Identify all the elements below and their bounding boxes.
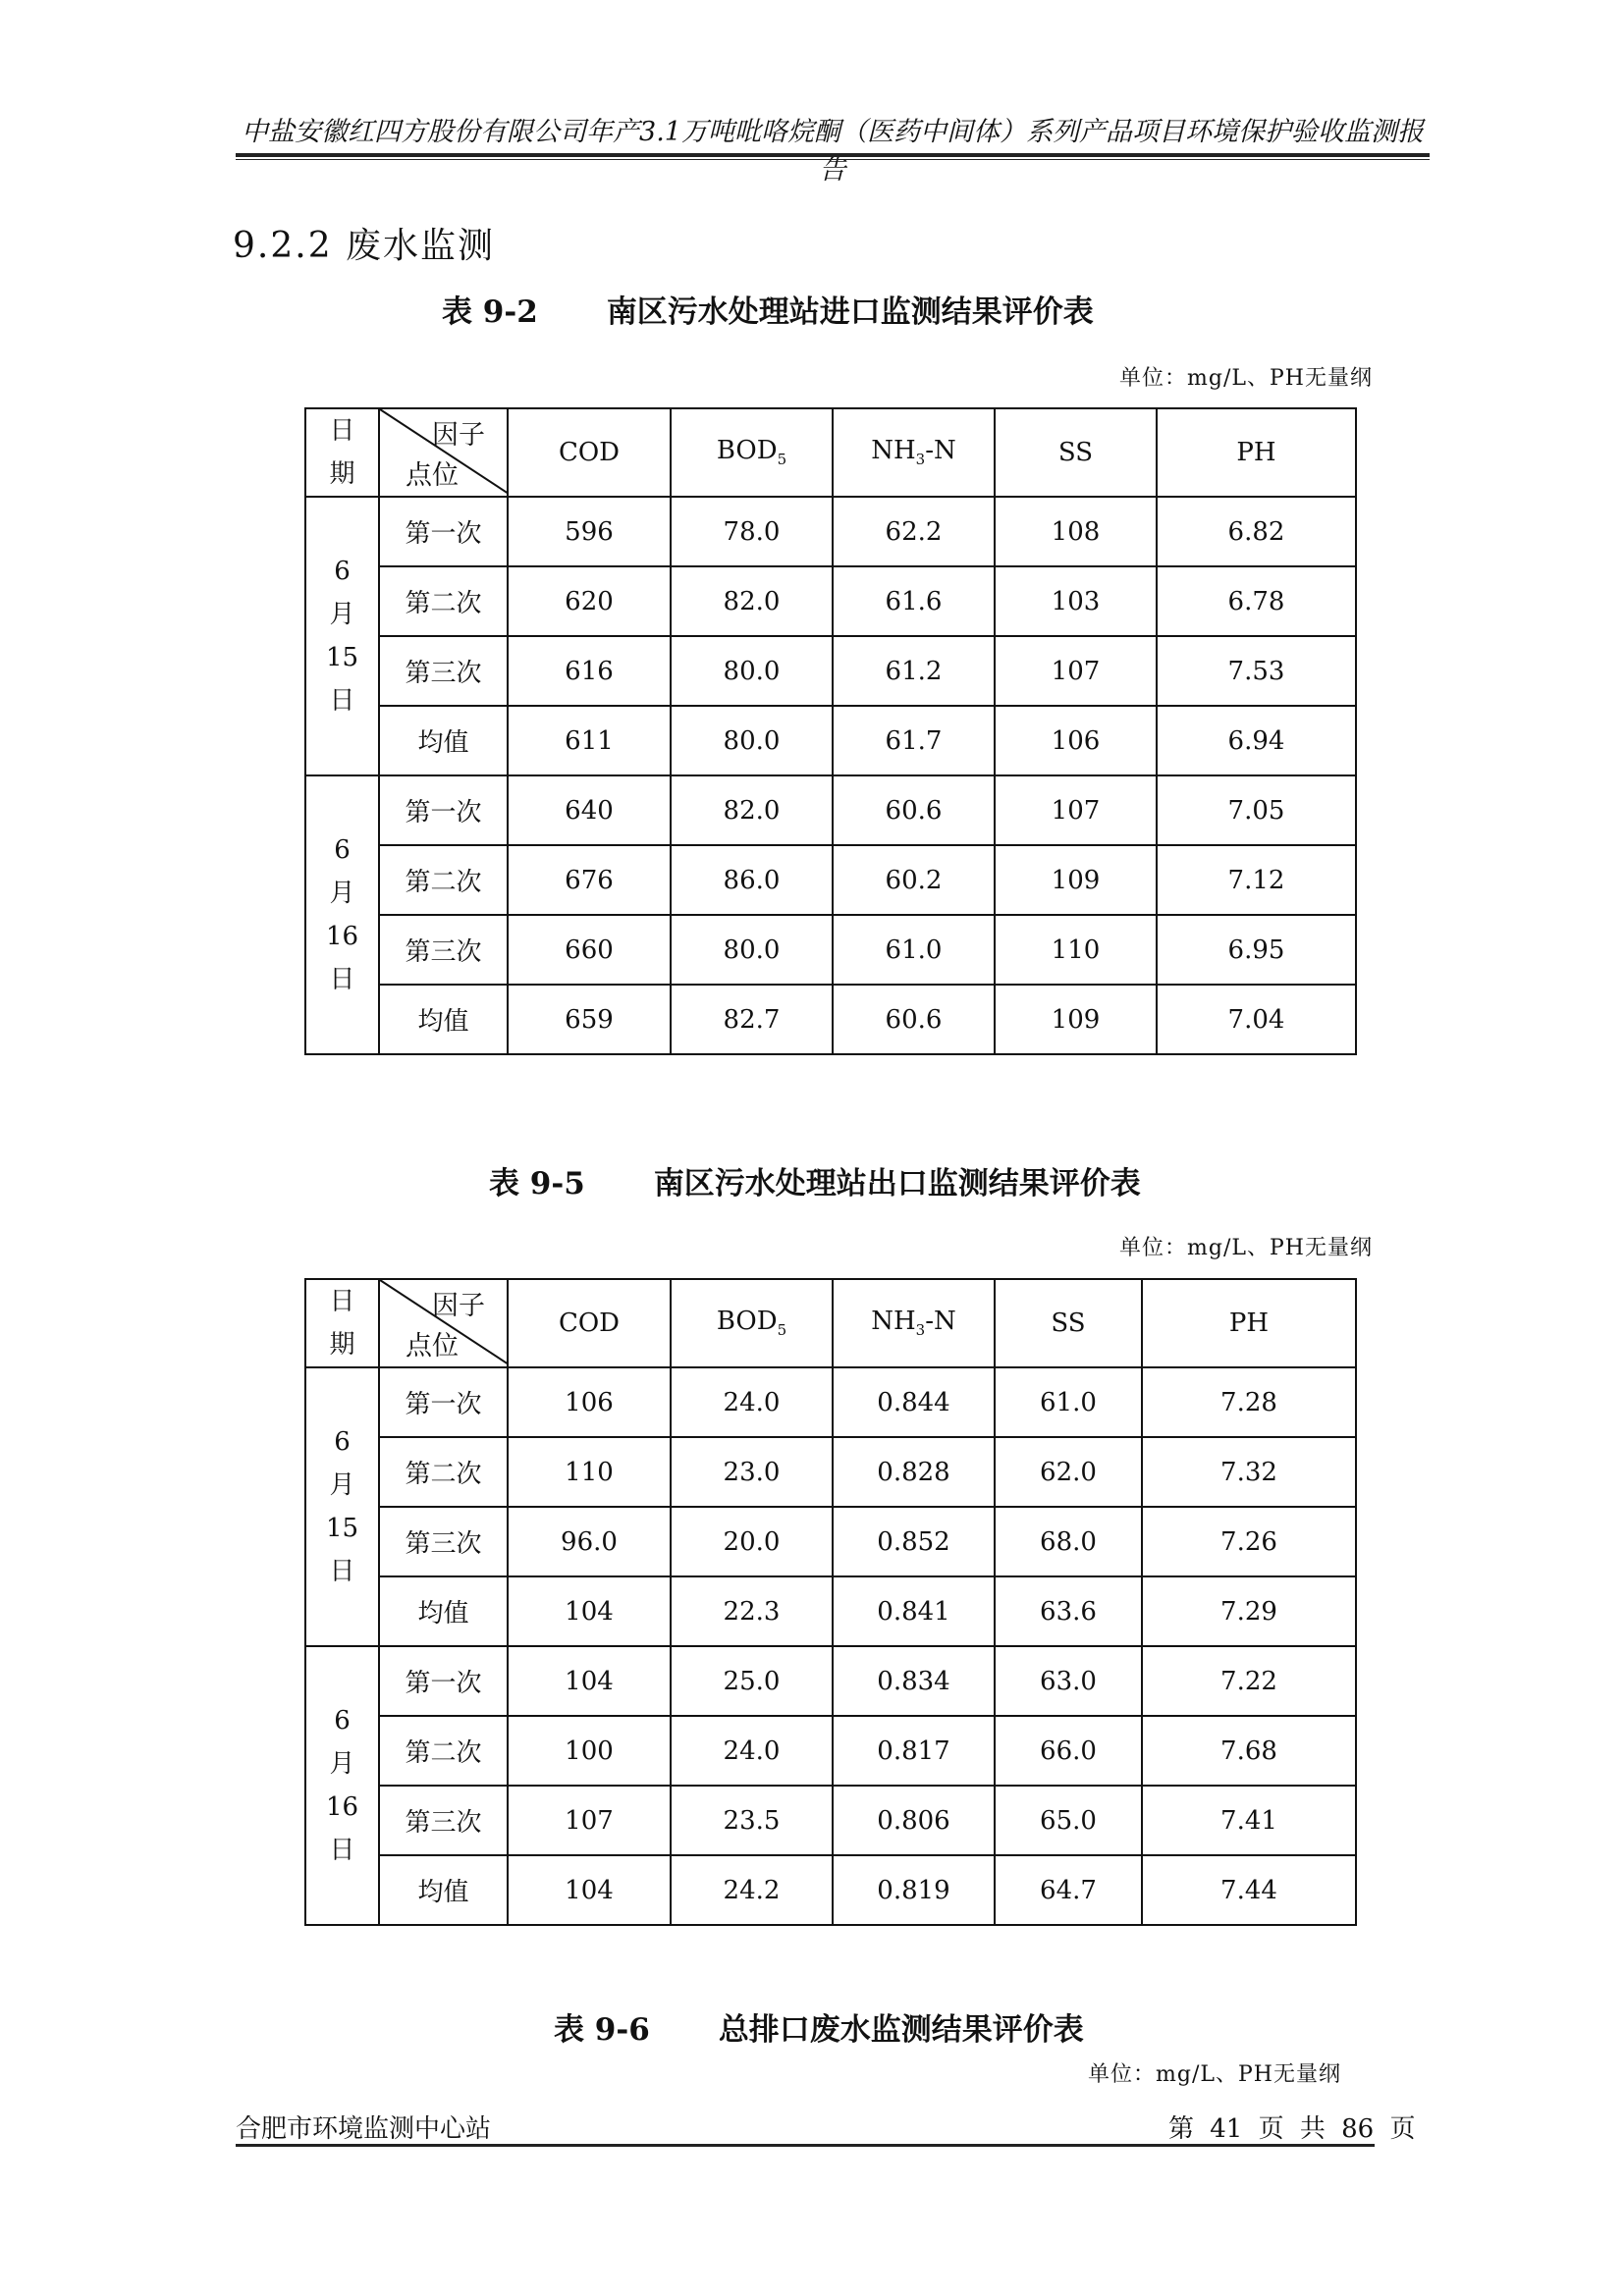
value-cell: 63.6	[995, 1576, 1142, 1646]
value-cell: 7.41	[1142, 1786, 1356, 1855]
value-cell: 25.0	[671, 1646, 833, 1716]
footer-rule	[236, 2144, 1375, 2147]
value-cell: 6.82	[1157, 497, 1356, 566]
row-label: 第一次	[379, 1646, 508, 1716]
value-cell: 676	[508, 845, 671, 915]
date-part: 6	[334, 835, 351, 865]
value-cell: 61.0	[995, 1367, 1142, 1437]
value-cell: 66.0	[995, 1716, 1142, 1786]
date-cell	[305, 497, 379, 775]
report-header: 中盐安徽红四方股份有限公司年产3.1万吨吡咯烷酮（医药中间体）系列产品项目环境保护验收监测报告	[242, 117, 1424, 186]
column-header	[1157, 408, 1356, 497]
value-cell: 7.32	[1142, 1437, 1356, 1507]
table-title: 南区污水处理站出口监测结果评价表	[653, 1166, 1141, 1201]
corner-label-location: 点位	[406, 460, 459, 491]
table-9-6-caption	[554, 2004, 1084, 2049]
table-row	[305, 1437, 1356, 1507]
value-cell: 60.6	[833, 985, 995, 1054]
value-cell: 61.0	[833, 915, 995, 985]
header-row	[305, 408, 1356, 497]
value-cell: 7.05	[1157, 775, 1356, 845]
column-header-label: NH	[871, 436, 916, 466]
value-cell: 0.852	[833, 1507, 995, 1576]
unit-note: 单位：mg/L、PH无量纲	[1119, 366, 1373, 391]
column-subscript: 5	[777, 451, 787, 469]
value-cell: 0.834	[833, 1646, 995, 1716]
value-cell: 60.6	[833, 775, 995, 845]
value-cell: 108	[995, 497, 1157, 566]
value-cell: 640	[508, 775, 671, 845]
value-cell: 82.0	[671, 775, 833, 845]
column-subscript: 3	[915, 1321, 926, 1340]
column-header	[671, 1279, 833, 1367]
table-9-2-caption	[442, 287, 1094, 331]
value-cell: 660	[508, 915, 671, 985]
date-header-line: 期	[329, 1330, 355, 1360]
date-part: 日	[329, 686, 355, 716]
corner-label-factor: 因子	[432, 420, 485, 451]
row-label: 第三次	[379, 1507, 508, 1576]
diagonal-header-cell	[379, 408, 508, 497]
value-cell: 103	[995, 566, 1157, 636]
value-cell: 109	[995, 985, 1157, 1054]
value-cell: 7.12	[1157, 845, 1356, 915]
column-header	[508, 1279, 671, 1367]
table-row	[305, 1786, 1356, 1855]
column-header-suffix: -N	[925, 436, 956, 466]
row-label: 第二次	[379, 1716, 508, 1786]
table-number: 表 9-5	[489, 1166, 585, 1201]
table-title: 南区污水处理站进口监测结果评价表	[606, 294, 1094, 330]
value-cell: 0.806	[833, 1786, 995, 1855]
date-part: 日	[329, 965, 355, 994]
row-label: 均值	[379, 985, 508, 1054]
value-cell: 7.68	[1142, 1716, 1356, 1786]
value-cell: 22.3	[671, 1576, 833, 1646]
date-cell	[305, 1367, 379, 1646]
column-header-suffix: -N	[925, 1307, 956, 1337]
column-header	[833, 408, 995, 497]
value-cell: 7.28	[1142, 1367, 1356, 1437]
table-row	[305, 1576, 1356, 1646]
value-cell: 61.2	[833, 636, 995, 706]
row-label: 第二次	[379, 1437, 508, 1507]
column-header	[508, 408, 671, 497]
date-header-cell	[305, 1279, 379, 1367]
value-cell: 0.841	[833, 1576, 995, 1646]
corner-label-location: 点位	[406, 1331, 459, 1362]
value-cell: 620	[508, 566, 671, 636]
unit-note: 单位：mg/L、PH无量纲	[1088, 2062, 1341, 2087]
value-cell: 106	[995, 706, 1157, 775]
value-cell: 68.0	[995, 1507, 1142, 1576]
value-cell: 96.0	[508, 1507, 671, 1576]
value-cell: 61.7	[833, 706, 995, 775]
value-cell: 61.6	[833, 566, 995, 636]
value-cell: 7.26	[1142, 1507, 1356, 1576]
table-row	[305, 566, 1356, 636]
value-cell: 659	[508, 985, 671, 1054]
value-cell: 104	[508, 1855, 671, 1925]
value-cell: 104	[508, 1576, 671, 1646]
value-cell: 616	[508, 636, 671, 706]
value-cell: 65.0	[995, 1786, 1142, 1855]
value-cell: 107	[995, 775, 1157, 845]
value-cell: 109	[995, 845, 1157, 915]
footer-page-number: 第 41 页 共 86 页	[1168, 2114, 1416, 2144]
value-cell: 80.0	[671, 636, 833, 706]
date-part: 日	[329, 1836, 355, 1865]
value-cell: 107	[508, 1786, 671, 1855]
date-part: 16	[325, 922, 359, 951]
value-cell: 0.844	[833, 1367, 995, 1437]
table-9-2	[304, 407, 1357, 1055]
date-part: 15	[325, 1514, 359, 1543]
table-9-5	[304, 1278, 1357, 1926]
value-cell: 7.53	[1157, 636, 1356, 706]
table-row	[305, 497, 1356, 566]
value-cell: 0.817	[833, 1716, 995, 1786]
table-row	[305, 985, 1356, 1054]
table-number: 表 9-2	[442, 294, 538, 330]
date-part: 日	[329, 1557, 355, 1586]
table-row	[305, 636, 1356, 706]
value-cell: 24.2	[671, 1855, 833, 1925]
table-row	[305, 706, 1356, 775]
column-header	[671, 408, 833, 497]
table-row	[305, 1855, 1356, 1925]
value-cell: 106	[508, 1367, 671, 1437]
date-cell	[305, 1646, 379, 1925]
table-row	[305, 775, 1356, 845]
value-cell: 611	[508, 706, 671, 775]
value-cell: 6.95	[1157, 915, 1356, 985]
table-9-5-caption	[489, 1158, 1141, 1202]
table-row	[305, 1367, 1356, 1437]
value-cell: 596	[508, 497, 671, 566]
row-label: 第二次	[379, 845, 508, 915]
date-part: 6	[334, 1427, 351, 1457]
footer-organization: 合肥市环境监测中心站	[236, 2114, 492, 2144]
column-header	[995, 408, 1157, 497]
table-number: 表 9-6	[554, 2012, 650, 2048]
table-row	[305, 1646, 1356, 1716]
column-header-label: BOD	[716, 436, 778, 466]
date-part: 月	[329, 600, 355, 629]
corner-label-factor: 因子	[432, 1291, 485, 1321]
column-header-label: COD	[558, 1308, 621, 1338]
value-cell: 110	[508, 1437, 671, 1507]
row-label: 均值	[379, 706, 508, 775]
value-cell: 62.0	[995, 1437, 1142, 1507]
unit-note: 单位：mg/L、PH无量纲	[1119, 1236, 1373, 1260]
column-header	[995, 1279, 1142, 1367]
value-cell: 7.04	[1157, 985, 1356, 1054]
value-cell: 6.94	[1157, 706, 1356, 775]
value-cell: 107	[995, 636, 1157, 706]
value-cell: 6.78	[1157, 566, 1356, 636]
header-rule	[236, 153, 1430, 157]
value-cell: 60.2	[833, 845, 995, 915]
value-cell: 110	[995, 915, 1157, 985]
row-label: 第一次	[379, 497, 508, 566]
column-header-label: SS	[1057, 438, 1094, 467]
value-cell: 64.7	[995, 1855, 1142, 1925]
row-label: 第三次	[379, 1786, 508, 1855]
row-label: 第二次	[379, 566, 508, 636]
date-part: 月	[329, 1749, 355, 1779]
header-row	[305, 1279, 1356, 1367]
row-label: 均值	[379, 1855, 508, 1925]
value-cell: 7.29	[1142, 1576, 1356, 1646]
date-cell	[305, 775, 379, 1054]
value-cell: 0.828	[833, 1437, 995, 1507]
column-subscript: 5	[777, 1321, 787, 1340]
column-header-label: BOD	[716, 1307, 778, 1337]
column-header-label: NH	[871, 1307, 916, 1337]
date-part: 6	[334, 557, 351, 586]
value-cell: 23.0	[671, 1437, 833, 1507]
diagonal-header-cell	[379, 1279, 508, 1367]
value-cell: 82.0	[671, 566, 833, 636]
row-label: 第三次	[379, 915, 508, 985]
date-header-line: 期	[329, 459, 355, 489]
header-rule-thin	[236, 159, 1430, 160]
table-title: 总排口废水监测结果评价表	[718, 2012, 1084, 2048]
value-cell: 7.44	[1142, 1855, 1356, 1925]
row-label: 第一次	[379, 775, 508, 845]
date-header-line: 日	[329, 1287, 355, 1316]
value-cell: 20.0	[671, 1507, 833, 1576]
date-header-cell	[305, 408, 379, 497]
row-label: 第三次	[379, 636, 508, 706]
date-part: 月	[329, 1470, 355, 1500]
table-row	[305, 1716, 1356, 1786]
section-title: 9.2.2 废水监测	[233, 226, 496, 266]
column-header-label: PH	[1236, 438, 1276, 467]
table-row	[305, 845, 1356, 915]
date-part: 月	[329, 879, 355, 908]
value-cell: 63.0	[995, 1646, 1142, 1716]
column-header	[833, 1279, 995, 1367]
table-row	[305, 915, 1356, 985]
value-cell: 62.2	[833, 497, 995, 566]
column-header-label: COD	[558, 438, 621, 467]
value-cell: 7.22	[1142, 1646, 1356, 1716]
date-part: 15	[325, 643, 359, 672]
value-cell: 82.7	[671, 985, 833, 1054]
date-part: 6	[334, 1706, 351, 1735]
value-cell: 24.0	[671, 1367, 833, 1437]
column-header-label: PH	[1228, 1308, 1270, 1338]
column-subscript: 3	[915, 451, 926, 469]
row-label: 均值	[379, 1576, 508, 1646]
date-header-line: 日	[329, 416, 355, 446]
value-cell: 100	[508, 1716, 671, 1786]
value-cell: 23.5	[671, 1786, 833, 1855]
row-label: 第一次	[379, 1367, 508, 1437]
value-cell: 104	[508, 1646, 671, 1716]
column-header	[1142, 1279, 1356, 1367]
value-cell: 80.0	[671, 706, 833, 775]
value-cell: 78.0	[671, 497, 833, 566]
value-cell: 86.0	[671, 845, 833, 915]
value-cell: 0.819	[833, 1855, 995, 1925]
value-cell: 80.0	[671, 915, 833, 985]
value-cell: 24.0	[671, 1716, 833, 1786]
column-header-label: SS	[1051, 1308, 1086, 1338]
date-part: 16	[325, 1792, 359, 1822]
table-row	[305, 1507, 1356, 1576]
